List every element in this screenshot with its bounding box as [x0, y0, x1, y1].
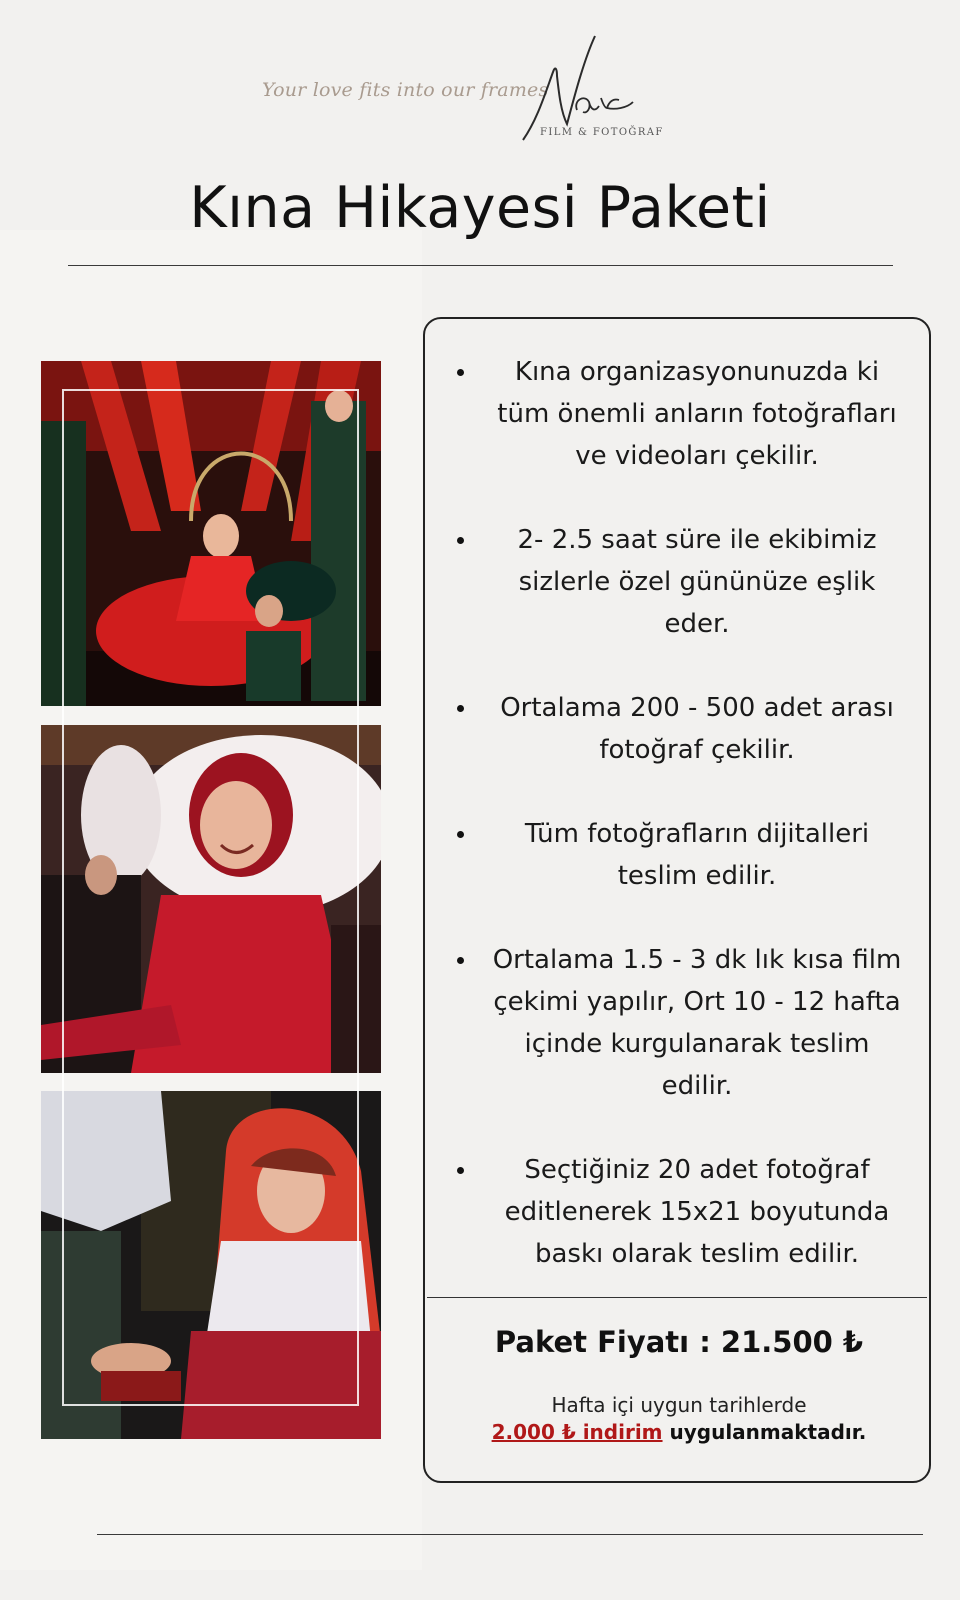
feature-item: Ortalama 1.5 - 3 dk lık kısa film çekimi yapılır, Ort 10 - 12 hafta içinde kurgulanarak teslim edilir.: [457, 939, 907, 1107]
feature-item: Seçtiğiniz 20 adet fotoğraf editlenerek 15x21 boyutunda baskı olarak teslim edilir.: [457, 1149, 907, 1275]
footer-divider: [97, 1534, 923, 1535]
photo-bride-smiling: [41, 725, 381, 1073]
feature-item: Kına organizasyonunuzda ki tüm önemli anların fotoğrafları ve videoları çekilir.: [457, 351, 907, 477]
brand-logo-subtitle: FILM & FOTOĞRAF: [540, 127, 664, 138]
bullet-icon: [457, 537, 464, 544]
brand-tagline: Your love fits into our frames: [262, 79, 549, 101]
feature-item: Ortalama 200 - 500 adet arası fotoğraf çekilir.: [457, 687, 907, 771]
photo-henna-stage: [41, 361, 381, 706]
feature-item: 2- 2.5 saat süre ile ekibimiz sizlerle özel gününüze eşlik eder.: [457, 519, 907, 645]
page-title: Kına Hikayesi Paketi: [189, 175, 771, 241]
bullet-icon: [457, 705, 464, 712]
package-info-card: [423, 317, 931, 1483]
bullet-icon: [457, 831, 464, 838]
discount-amount: 2.000 ₺ indirim: [491, 1420, 663, 1444]
price-divider: [427, 1297, 927, 1298]
bullet-icon: [457, 369, 464, 376]
photo-henna-ceremony: [41, 1091, 381, 1439]
package-price: Paket Fiyatı : 21.500 ₺: [494, 1325, 864, 1359]
discount-note: [425, 1420, 933, 1444]
feature-item: Tüm fotoğrafların dijitalleri teslim edilir.: [457, 813, 907, 897]
discount-suffix: uygulanmaktadır.: [662, 1420, 867, 1444]
bullet-icon: [457, 1167, 464, 1174]
title-divider: [68, 265, 893, 266]
weekday-note: Hafta içi uygun tarihlerde: [551, 1393, 807, 1417]
bullet-icon: [457, 957, 464, 964]
